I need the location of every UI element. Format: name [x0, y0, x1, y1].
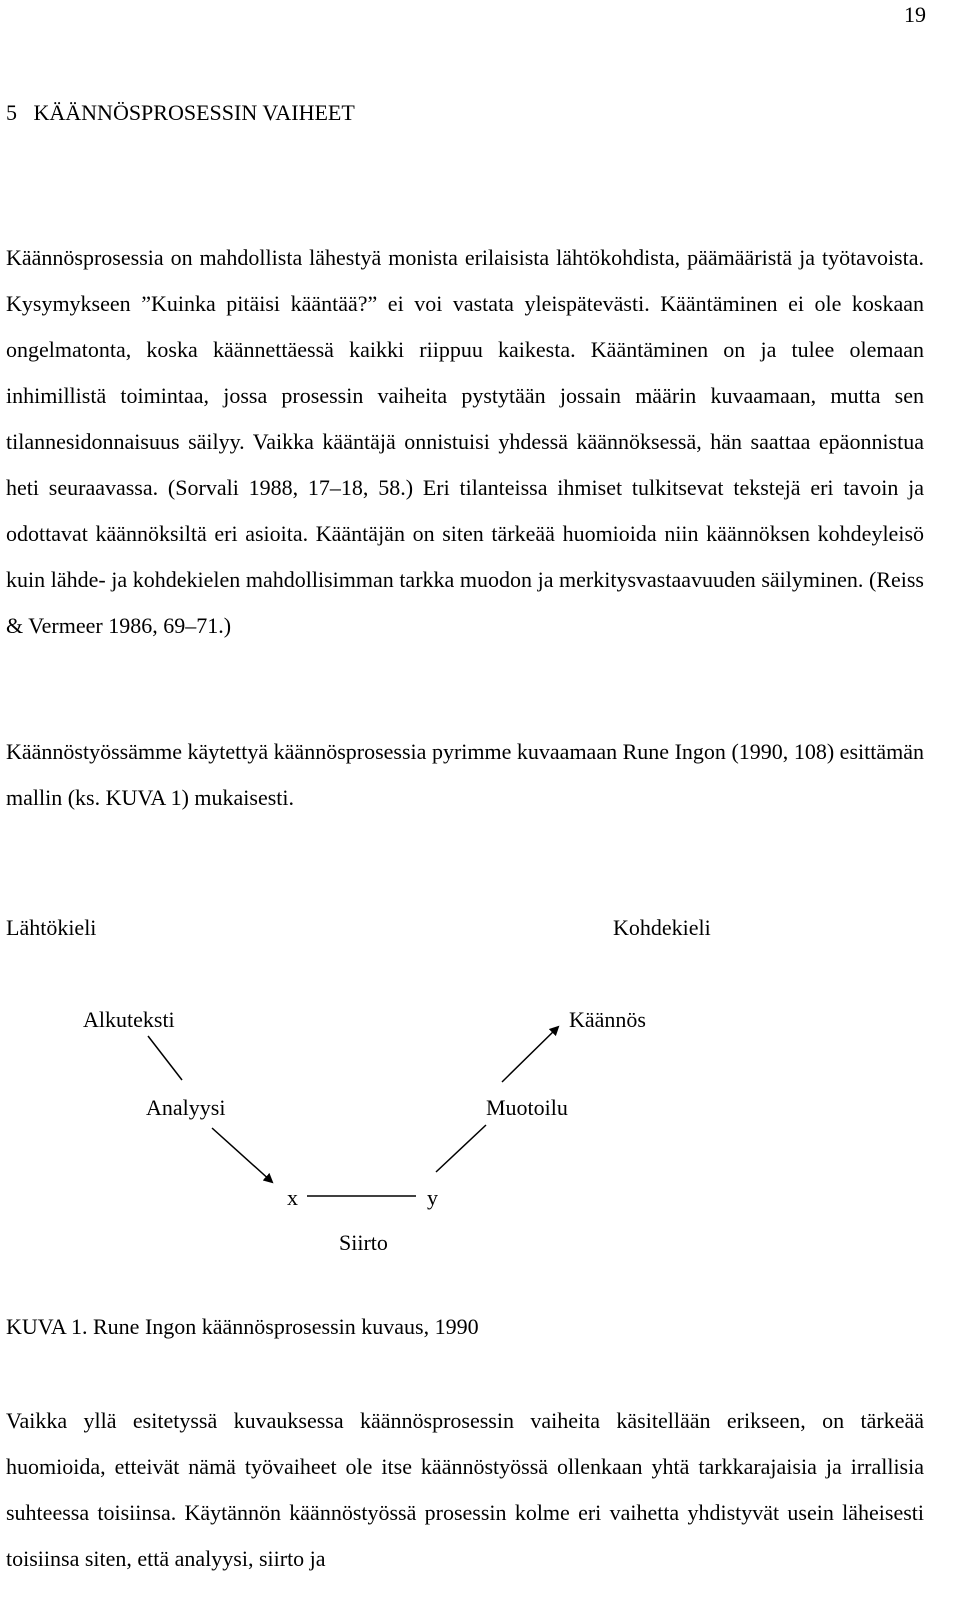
- arrow-formulation-to-translation: [502, 1027, 558, 1082]
- line-y-to-formulation: [436, 1125, 486, 1172]
- chapter-title: 5 KÄÄNNÖSPROSESSIN VAIHEET: [6, 100, 355, 125]
- source-text-label: Alkuteksti: [83, 1007, 175, 1032]
- arrow-analysis-to-x: [212, 1128, 272, 1182]
- formulation-label: Muotoilu: [486, 1095, 568, 1120]
- page-number: 19: [904, 2, 926, 27]
- source-language-label: Lähtökieli: [6, 915, 97, 940]
- line-source-to-analysis: [148, 1036, 182, 1080]
- translation-label: Käännös: [569, 1007, 646, 1032]
- paragraph-intro: Käännösprosessia on mahdollista lähestyä monista erilaisista lähtökohdista, päämääristä ja työtavoista. Kysymykseen ”Kuinka pitäisi kääntää?” ei voi vastata yleispätevästi. Kääntäminen ei ole koskaan ongelmatonta, koska käännettäessä kaikki riippuu kaikesta. Kääntäminen on ja tulee olemaan inhimillistä toimintaa, jossa prosessin vaiheita pystytään jossain määrin kuvaamaan, mutta sen tilannesidonnaisuus säilyy. Vaikka kääntäjä onnistuisi yhdessä käännöksessä, hän saattaa epäonnistua heti seuraavassa. (Sorvali 1988, 17–18, 58.) Eri tilanteissa ihmiset tulkitsevat tekstejä eri tavoin ja odottavat käännöksiltä eri asioita. Kääntäjän on siten tärkeää huomioida niin käännöksen kohdeyleisö kuin lähde- ja kohdekielen mahdollisimman tarkka muodon ja merkitysvastaavuuden säilyminen. (Reiss & Vermeer 1986, 69–71.): [6, 245, 924, 638]
- target-language-label: Kohdekieli: [613, 915, 711, 940]
- paragraph-discussion: Vaikka yllä esitetyssä kuvauksessa käännösprosessin vaiheita käsitellään erikseen, on tärkeää huomioida, etteivät nämä työvaiheet ole itse käännöstyössä ollenkaan yhtä tarkkarajaisia ja irrallisia suhteessa toisiinsa. Käytännön käännöstyössä prosessin kolme eri vaihetta yhdistyvät usein läheisesti toisiinsa siten, että analyysi, siirto ja: [6, 1408, 924, 1571]
- transfer-label: Siirto: [339, 1230, 388, 1255]
- figure-caption: KUVA 1. Rune Ingon käännösprosessin kuvaus, 1990: [6, 1314, 479, 1339]
- x-label: x: [287, 1185, 298, 1210]
- y-label: y: [427, 1185, 438, 1210]
- analysis-label: Analyysi: [146, 1095, 226, 1120]
- paragraph-model-reference: Käännöstyössämme käytettyä käännösprosessia pyrimme kuvaamaan Rune Ingon (1990, 108) esittämän mallin (ks. KUVA 1) mukaisesti.: [6, 739, 924, 810]
